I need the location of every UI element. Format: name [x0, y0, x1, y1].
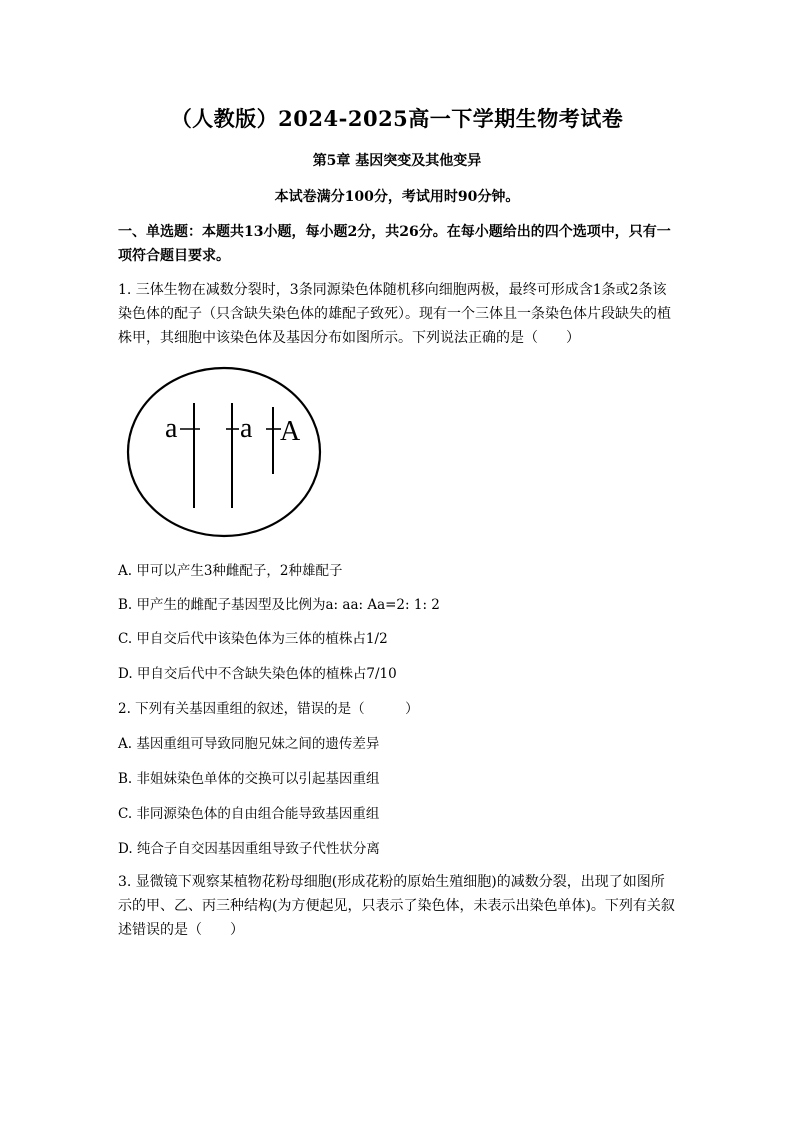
- question-2-option-d: D. 纯合子自交因基因重组导致子代性状分离: [118, 841, 380, 857]
- question-2-stem: 2. 下列有关基因重组的叙述，错误的是（ ）: [118, 701, 419, 717]
- question-2-option-b: B. 非姐妹染色单体的交换可以引起基因重组: [118, 771, 380, 787]
- question-2-option-c: C. 非同源染色体的自由组合能导致基因重组: [118, 806, 380, 822]
- chapter-title: 第5章 基因突变及其他变异: [312, 153, 482, 169]
- allele-label-3: A: [280, 416, 301, 447]
- question-1-figure: [124, 365, 324, 540]
- question-1-option-c: C. 甲自交后代中该染色体为三体的植株占1/2: [118, 631, 388, 647]
- question-1-option-a: A. 甲可以产生3种雌配子，2种雄配子: [118, 563, 343, 579]
- exam-title: （人教版）2024-2025高一下学期生物考试卷: [170, 106, 624, 131]
- cell-outline: [128, 368, 320, 536]
- question-1-option-d: D. 甲自交后代中不含缺失染色体的植株占7/10: [118, 666, 397, 682]
- exam-note: 本试卷满分100分，考试用时90分钟。: [274, 189, 520, 205]
- question-1-option-b: B. 甲产生的雌配子基因型及比例为a: aa: Aa=2: 1: 2: [118, 597, 440, 613]
- allele-label-1: a: [165, 413, 178, 444]
- question-1-stem: 1. 三体生物在减数分裂时，3条同源染色体随机移向细胞两极，最终可形成含1条或2条该染色体的配子（只含缺失染色体的雄配子致死）。现有一个三体且一条染色体片段缺失的植株甲，其细胞中该染色体及基因分布如图所示。下列说法正确的是（ ）: [118, 282, 671, 346]
- allele-label-2: a: [240, 413, 253, 444]
- section-heading: 一、单选题：本题共13小题，每小题2分，共26分。在每小题给出的四个选项中，只有一项符合题目要求。: [118, 224, 671, 264]
- question-2-option-a: A. 基因重组可导致同胞兄妹之间的遗传差异: [118, 736, 380, 752]
- question-3-stem: 3. 显微镜下观察某植物花粉母细胞(形成花粉的原始生殖细胞)的减数分裂，出现了如图所示的甲、乙、丙三种结构(为方便起见，只表示了染色体，未表示出染色单体)。下列有关叙述错误的是（ ）: [118, 874, 675, 938]
